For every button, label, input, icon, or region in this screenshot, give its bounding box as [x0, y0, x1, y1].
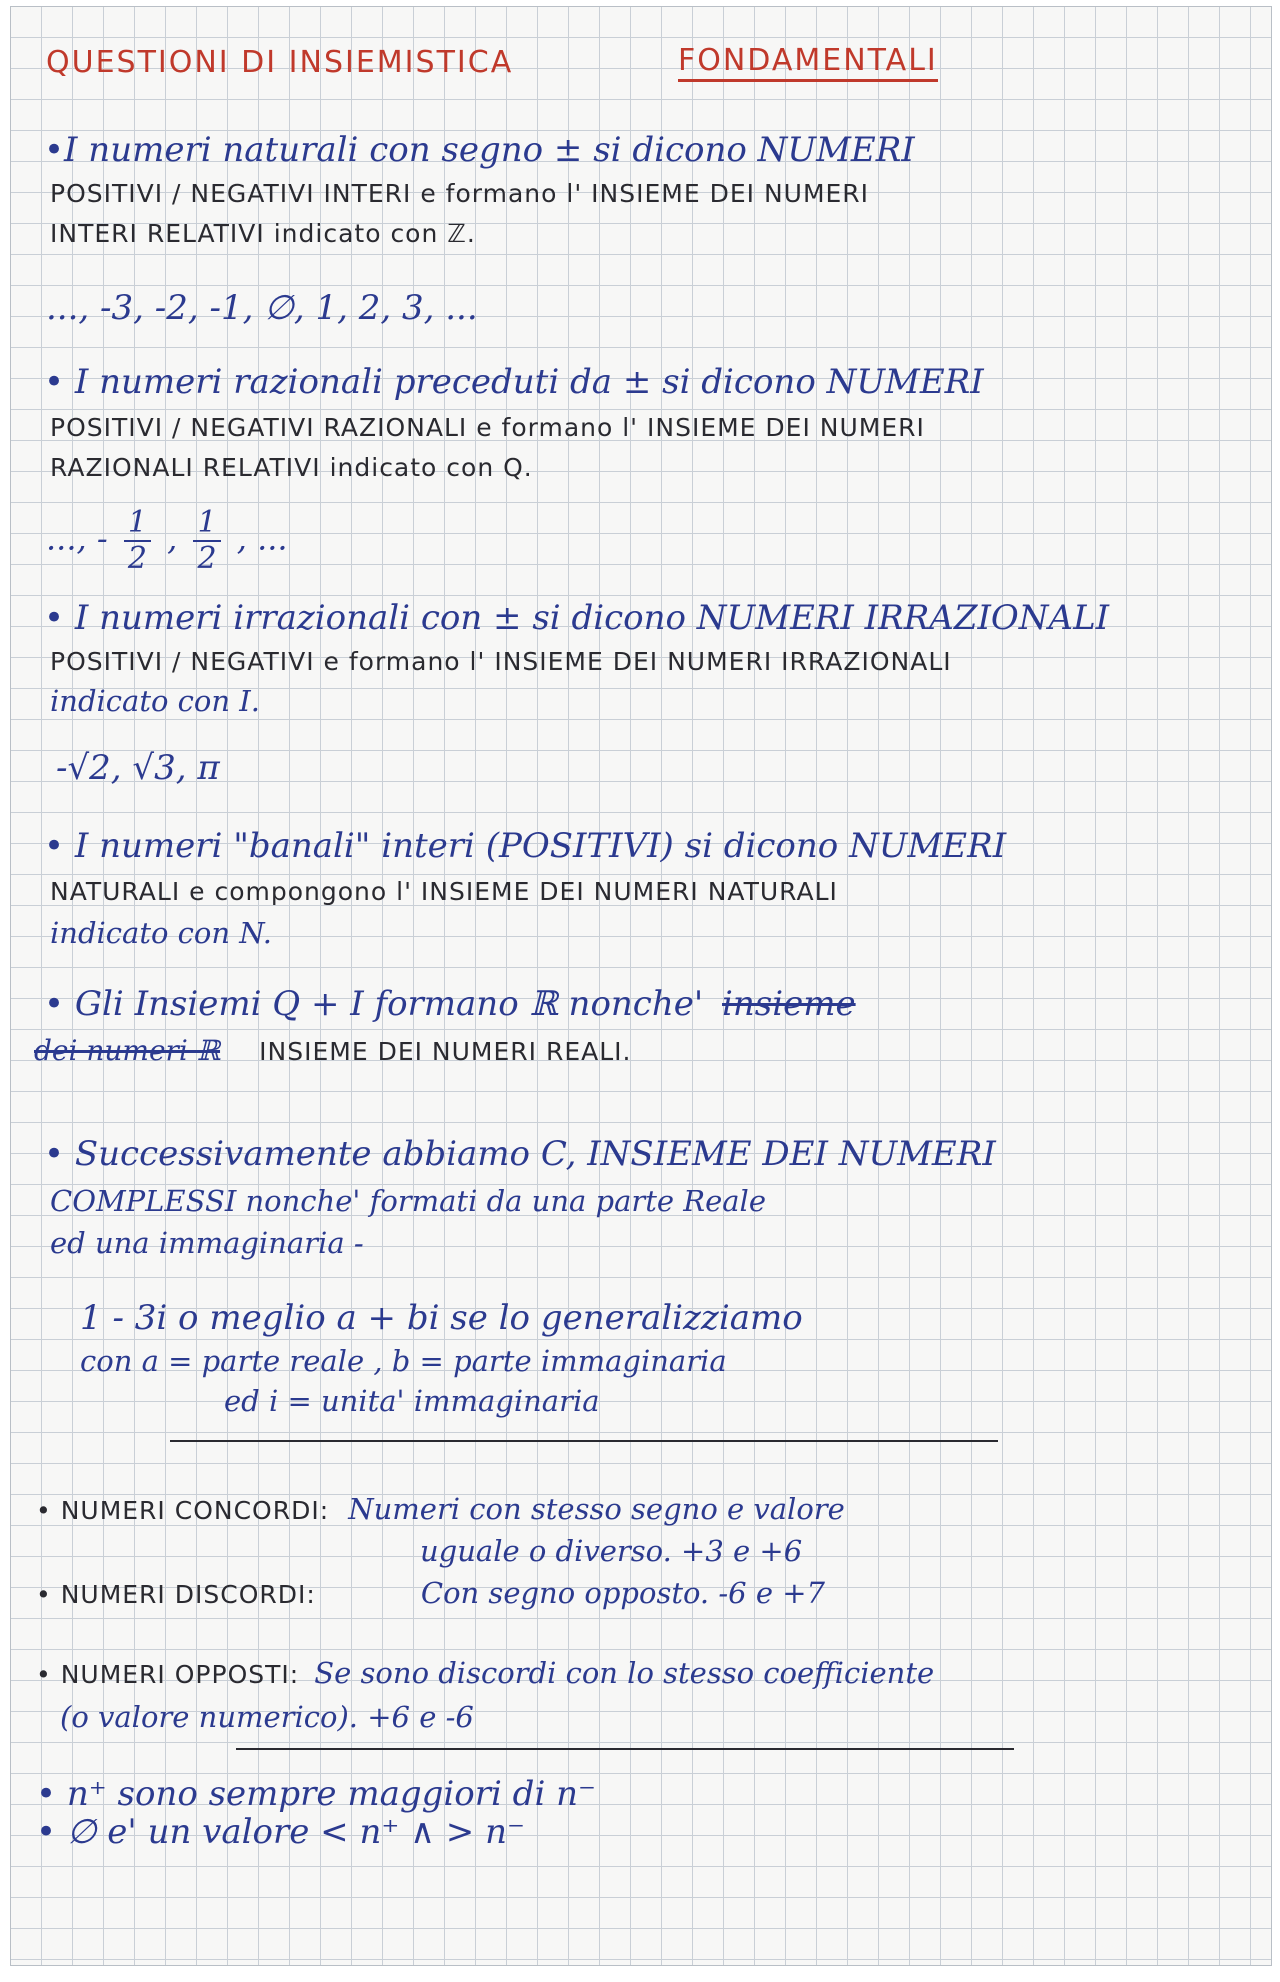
sequence-text: ,	[167, 519, 178, 558]
struck-text: insieme	[722, 984, 856, 1024]
term-label: • NUMERI DISCORDI:	[36, 1580, 316, 1609]
note-line: POSITIVI / NEGATIVI INTERI e formano l' INSIEME DEI NUMERI	[50, 179, 870, 208]
note-line	[44, 986, 856, 1023]
note-line: (o valore numerico). +6 e -6	[60, 1700, 474, 1734]
note-line: indicato con N.	[50, 916, 272, 950]
note-line: ed i = unita' immaginaria	[224, 1384, 600, 1418]
fraction-numerator: 1	[124, 508, 151, 542]
divider	[236, 1748, 1014, 1750]
term-definition: Se sono discordi con lo stesso coefficiente	[314, 1656, 935, 1690]
note-line	[34, 1036, 632, 1067]
note-line: •I numeri naturali con segno ± si dicono NUMERI	[44, 130, 915, 170]
note-line: NATURALI e compongono l' INSIEME DEI NUMERI NATURALI	[50, 877, 838, 906]
note-line: • I numeri irrazionali con ± si dicono NUMERI IRRAZIONALI	[44, 598, 1110, 638]
term-definition: Numeri con stesso segno e valore	[348, 1492, 845, 1526]
page-title-underlined: FONDAMENTALI	[678, 44, 938, 82]
term-label: • NUMERI CONCORDI:	[36, 1496, 330, 1525]
fraction-sequence	[46, 505, 288, 576]
term-label: • NUMERI OPPOSTI:	[36, 1660, 300, 1689]
note-line: POSITIVI / NEGATIVI e formano l' INSIEME DEI NUMERI IRRAZIONALI	[50, 647, 952, 676]
note-line: • ∅ e' un valore < n⁺ ∧ > n⁻	[36, 1812, 525, 1852]
note-line: POSITIVI / NEGATIVI RAZIONALI e formano l' INSIEME DEI NUMERI	[50, 413, 925, 442]
fraction-denominator: 2	[197, 541, 217, 576]
fraction-denominator: 2	[127, 541, 147, 576]
fraction	[124, 505, 151, 576]
note-text: • Gli Insiemi Q + I formano ℝ nonche'	[44, 984, 704, 1024]
note-line: INTERI RELATIVI indicato con ℤ.	[50, 219, 476, 248]
sequence-text: ..., -	[46, 519, 108, 558]
note-line: • I numeri razionali preceduti da ± si dicono NUMERI	[44, 362, 984, 402]
note-line: • I numeri "banali" interi (POSITIVI) si dicono NUMERI	[44, 826, 1007, 866]
note-line: • Successivamente abbiamo C, INSIEME DEI NUMERI	[44, 1134, 996, 1174]
note-text: INSIEME DEI NUMERI REALI.	[259, 1037, 632, 1066]
note-line: ed una immaginaria -	[50, 1226, 364, 1260]
note-line: con a = parte reale , b = parte immaginaria	[80, 1344, 727, 1378]
note-line	[36, 1494, 845, 1526]
notebook-page	[10, 6, 1272, 1966]
note-line: uguale o diverso. +3 e +6	[420, 1534, 803, 1568]
complex-example: 1 - 3i o meglio a + bi se lo generalizziamo	[80, 1298, 803, 1338]
note-line: • n⁺ sono sempre maggiori di n⁻	[36, 1774, 596, 1814]
fraction-numerator: 1	[193, 508, 220, 542]
sequence-text: , ...	[236, 519, 288, 558]
struck-text: dei numeri ℝ	[34, 1034, 221, 1067]
note-line: COMPLESSI nonche' formati da una parte Reale	[50, 1184, 766, 1218]
divider	[170, 1440, 998, 1442]
fraction	[193, 505, 220, 576]
note-line: indicato con I.	[50, 684, 260, 718]
page-title: QUESTIONI DI INSIEMISTICA	[46, 45, 514, 80]
note-line: RAZIONALI RELATIVI indicato con Q.	[50, 453, 533, 482]
note-line	[36, 1658, 934, 1690]
number-example: -√2, √3, π	[56, 748, 220, 788]
number-sequence: ..., -3, -2, -1, ∅, 1, 2, 3, ...	[46, 288, 478, 328]
note-line	[36, 1578, 825, 1610]
term-definition: Con segno opposto. -6 e +7	[420, 1576, 825, 1610]
